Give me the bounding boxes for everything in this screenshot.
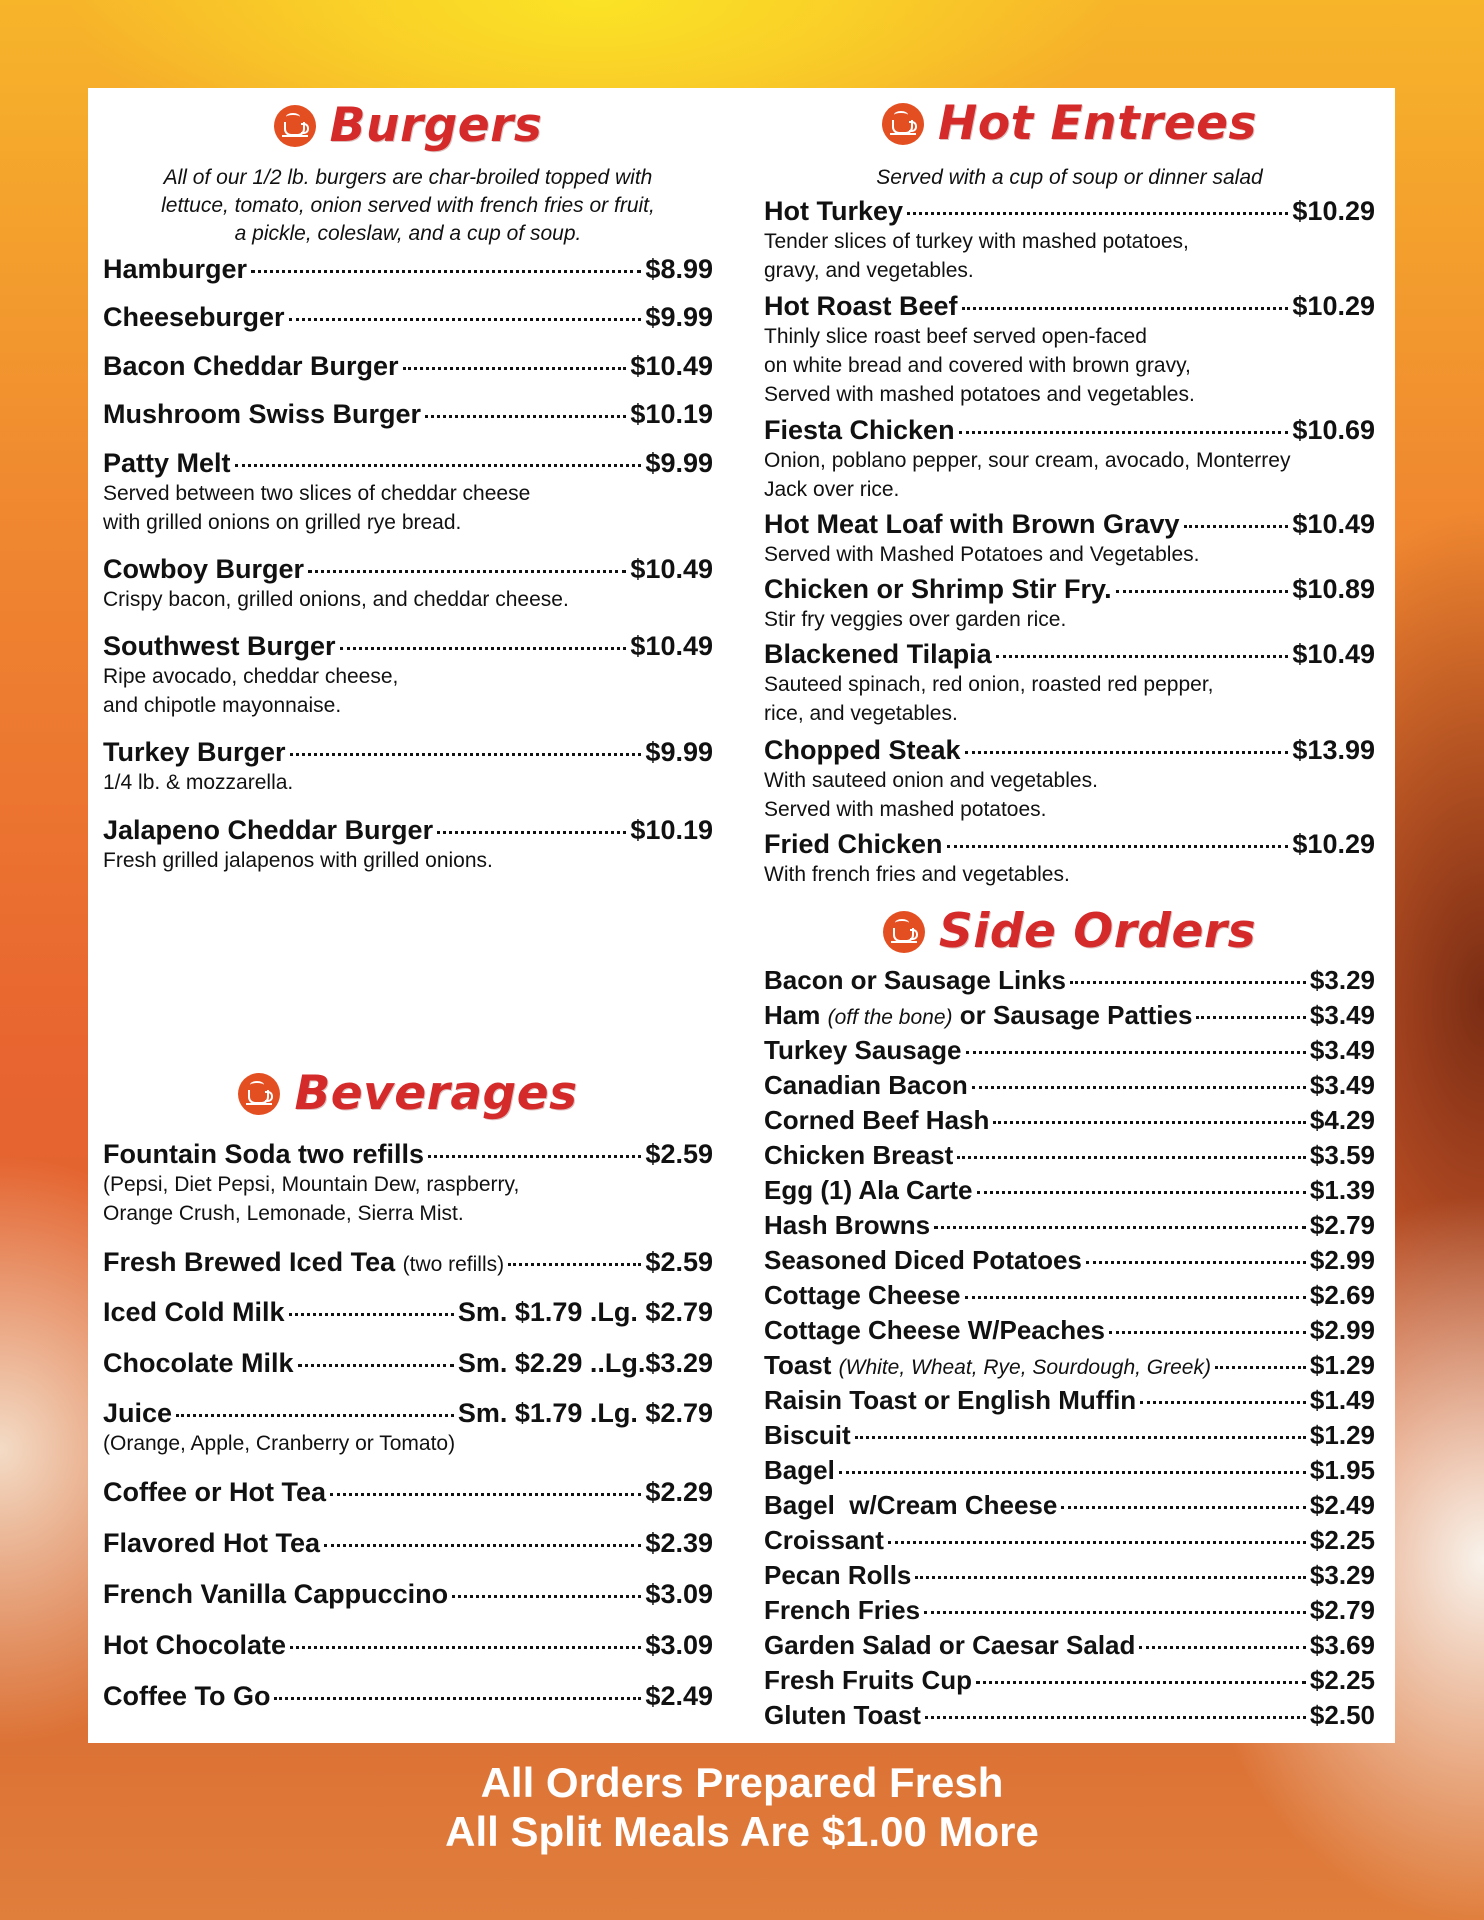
- item-price: $9.99: [645, 448, 713, 478]
- item-description: Served with Mashed Potatoes and Vegetables.: [764, 543, 1200, 566]
- menu-item: [764, 1700, 1375, 1730]
- item-description: (Orange, Apple, Cranberry or Tomato): [103, 1432, 456, 1455]
- item-name: Hot Meat Loaf with Brown Gravy: [764, 509, 1180, 539]
- leader-dots: [1140, 1401, 1306, 1404]
- item-description: (Pepsi, Diet Pepsi, Mountain Dew, raspberry,: [103, 1173, 520, 1196]
- menu-item: [103, 553, 713, 614]
- item-name: Bacon Cheddar Burger: [103, 351, 399, 381]
- item-price: $2.59: [645, 1139, 713, 1169]
- leader-dots: [965, 751, 1289, 754]
- menu-item: [764, 414, 1375, 504]
- menu-item: [764, 1175, 1375, 1205]
- item-price: $10.49: [1292, 639, 1375, 669]
- item-name: Turkey Sausage: [764, 1035, 962, 1065]
- item-price: $3.29: [1309, 1560, 1375, 1590]
- item-description: 1/4 lb. & mozzarella.: [103, 771, 294, 794]
- menu-item: [103, 736, 713, 797]
- menu-item: [764, 1560, 1375, 1590]
- beverages-heading: [103, 1066, 713, 1121]
- leader-dots: [947, 845, 1289, 848]
- menu-item: [764, 1630, 1375, 1660]
- item-description: Served with mashed potatoes.: [764, 798, 1047, 821]
- item-name-text: Ham: [764, 1000, 821, 1030]
- menu-item: [764, 734, 1375, 824]
- menu-item: [764, 1035, 1375, 1065]
- item-name: Garden Salad or Caesar Salad: [764, 1630, 1136, 1660]
- item-description: Fresh grilled jalapenos with grilled onions.: [103, 849, 493, 872]
- item-price: $2.50: [1309, 1700, 1375, 1730]
- leader-dots: [290, 1646, 641, 1649]
- leader-dots: [340, 647, 627, 650]
- leader-dots: [290, 753, 642, 756]
- menu-item: [103, 630, 713, 720]
- leader-dots: [925, 1716, 1306, 1719]
- item-price: $9.99: [645, 302, 713, 332]
- leader-dots: [428, 1155, 641, 1158]
- item-name: Mushroom Swiss Burger: [103, 399, 422, 429]
- item-name: Cottage Cheese W/Peaches: [764, 1315, 1106, 1345]
- item-price: $3.09: [645, 1630, 713, 1660]
- item-name: Flavored Hot Tea: [103, 1528, 321, 1558]
- item-price: $10.69: [1292, 415, 1375, 445]
- leader-dots: [1215, 1366, 1306, 1369]
- footer-line: All Orders Prepared Fresh: [480, 1759, 1004, 1806]
- leader-dots: [1070, 981, 1306, 984]
- hot-entrees-title: Hot Entrees: [938, 96, 1257, 151]
- leader-dots: [996, 655, 1289, 658]
- burgers-intro: [103, 164, 713, 248]
- item-name: Gluten Toast: [764, 1700, 921, 1730]
- item-price: $9.99: [645, 737, 713, 767]
- leader-dots: [934, 1226, 1306, 1229]
- menu-item: [764, 573, 1375, 634]
- leader-dots: [508, 1263, 641, 1266]
- item-name: Hamburger: [103, 254, 248, 284]
- item-name: Cowboy Burger: [103, 554, 305, 584]
- item-name: Hot Turkey: [764, 196, 904, 226]
- item-description: and chipotle mayonnaise.: [103, 694, 342, 717]
- leader-dots: [976, 1681, 1306, 1684]
- leader-dots: [924, 1611, 1306, 1614]
- menu-item: [764, 1595, 1375, 1625]
- item-price: $10.49: [630, 554, 713, 584]
- leader-dots: [957, 1156, 1306, 1159]
- menu-item: [103, 1246, 713, 1281]
- item-description: gravy, and vegetables.: [764, 259, 974, 282]
- coffee-cup-icon: [274, 105, 316, 147]
- leader-dots: [324, 1544, 641, 1547]
- item-name: Juice: [103, 1398, 173, 1428]
- item-price: $2.69: [1309, 1280, 1375, 1310]
- item-name: Chicken Breast: [764, 1140, 954, 1170]
- item-price: $2.59: [645, 1247, 713, 1277]
- item-name: Cottage Cheese: [764, 1280, 961, 1310]
- item-description: Thinly slice roast beef served open-faced: [764, 325, 1147, 348]
- item-name: [764, 1350, 1211, 1383]
- item-name: Raisin Toast or English Muffin: [764, 1385, 1137, 1415]
- menu-item: [103, 1680, 713, 1712]
- menu-item: [764, 1385, 1375, 1415]
- item-price: $2.25: [1309, 1525, 1375, 1555]
- side-orders-heading: [764, 904, 1375, 959]
- item-price: $3.49: [1309, 1035, 1375, 1065]
- menu-item: [764, 195, 1375, 285]
- menu-item: [764, 638, 1375, 728]
- leader-dots: [452, 1595, 641, 1598]
- burgers-title: Burgers: [329, 98, 543, 153]
- item-name: Cheeseburger: [103, 302, 285, 332]
- leader-dots: [289, 1313, 454, 1316]
- menu-item: [764, 508, 1375, 569]
- menu-item: [764, 1525, 1375, 1555]
- menu-item: [103, 447, 713, 537]
- item-name-text: Toast: [764, 1350, 832, 1380]
- item-name: Bagel: [764, 1455, 835, 1485]
- item-note: (two refills): [402, 1253, 505, 1276]
- item-name: Patty Melt: [103, 448, 231, 478]
- item-note: (White, Wheat, Rye, Sourdough, Greek): [838, 1356, 1211, 1379]
- item-name-text: Fresh Brewed Iced Tea: [103, 1247, 396, 1277]
- item-price: $2.49: [645, 1681, 713, 1711]
- menu-item: [764, 1070, 1375, 1100]
- item-price: $10.29: [1292, 829, 1375, 859]
- leader-dots: [437, 831, 626, 834]
- menu-item: [103, 350, 713, 382]
- item-name: Coffee or Hot Tea: [103, 1477, 327, 1507]
- item-name: Croissant: [764, 1525, 884, 1555]
- menu-item: [764, 1245, 1375, 1275]
- item-name: Fiesta Chicken: [764, 415, 955, 445]
- item-price: $3.69: [1309, 1630, 1375, 1660]
- footer-notice: [0, 1758, 1484, 1856]
- intro-line: All of our 1/2 lb. burgers are char-broiled topped with: [163, 166, 653, 189]
- leader-dots: [966, 1051, 1306, 1054]
- leader-dots: [403, 367, 627, 370]
- item-description: Ripe avocado, cheddar cheese,: [103, 665, 399, 688]
- leader-dots: [1061, 1506, 1306, 1509]
- menu-item: [103, 1629, 713, 1661]
- menu-item: [764, 965, 1375, 995]
- menu-item: [103, 1578, 713, 1610]
- side-orders-title: Side Orders: [938, 904, 1257, 959]
- item-price: $10.29: [1292, 291, 1375, 321]
- item-name-suffix: or Sausage Patties: [959, 1000, 1193, 1030]
- leader-dots: [839, 1471, 1306, 1474]
- item-price: $10.89: [1292, 574, 1375, 604]
- item-name: Bagel w/Cream Cheese: [764, 1490, 1058, 1520]
- menu-item: [103, 301, 713, 333]
- item-price: $4.29: [1309, 1105, 1375, 1135]
- item-price: $10.19: [630, 399, 713, 429]
- item-name: Corned Beef Hash: [764, 1105, 990, 1135]
- item-name: Fresh Fruits Cup: [764, 1665, 973, 1695]
- item-price: $3.49: [1309, 1070, 1375, 1100]
- item-name: Chopped Steak: [764, 735, 961, 765]
- leader-dots: [274, 1697, 641, 1700]
- leader-dots: [959, 431, 1289, 434]
- item-name: Biscuit: [764, 1420, 851, 1450]
- item-price: $10.49: [1292, 509, 1375, 539]
- menu-item: [764, 1140, 1375, 1170]
- menu-item: [103, 1347, 713, 1379]
- item-price: $8.99: [645, 254, 713, 284]
- item-description: Crispy bacon, grilled onions, and cheddar cheese.: [103, 588, 569, 611]
- item-price: $10.19: [630, 815, 713, 845]
- item-price: $3.49: [1309, 1000, 1375, 1030]
- item-description: rice, and vegetables.: [764, 702, 958, 725]
- item-price: $10.29: [1292, 196, 1375, 226]
- item-name: Iced Cold Milk: [103, 1297, 285, 1327]
- item-price: $1.49: [1309, 1385, 1375, 1415]
- leader-dots: [977, 1191, 1306, 1194]
- menu-item: [764, 1490, 1375, 1520]
- leader-dots: [251, 270, 641, 273]
- menu-item: [103, 814, 713, 875]
- item-price: $10.49: [630, 351, 713, 381]
- hot-entrees-heading: [764, 96, 1375, 151]
- leader-dots: [425, 415, 626, 418]
- menu-item: [764, 290, 1375, 409]
- footer-line: All Split Meals Are $1.00 More: [445, 1808, 1039, 1855]
- item-name: Southwest Burger: [103, 631, 336, 661]
- item-name: French Fries: [764, 1595, 921, 1625]
- leader-dots: [962, 307, 1289, 310]
- item-price: $2.99: [1309, 1245, 1375, 1275]
- item-price: $2.39: [645, 1528, 713, 1558]
- item-name: Canadian Bacon: [764, 1070, 968, 1100]
- leader-dots: [289, 318, 642, 321]
- item-description: Stir fry veggies over garden rice.: [764, 608, 1067, 631]
- item-description: Tender slices of turkey with mashed potatoes,: [764, 230, 1189, 253]
- item-name: Bacon or Sausage Links: [764, 965, 1066, 995]
- hot-entrees-intro: [764, 164, 1375, 192]
- item-price: Sm. $1.79 .Lg. $2.79: [457, 1297, 713, 1327]
- leader-dots: [907, 212, 1288, 215]
- item-price: $1.95: [1309, 1455, 1375, 1485]
- intro-line: a pickle, coleslaw, and a cup of soup.: [234, 222, 582, 245]
- leader-dots: [993, 1121, 1306, 1124]
- leader-dots: [1109, 1331, 1306, 1334]
- item-price: Sm. $1.79 .Lg. $2.79: [457, 1398, 713, 1428]
- item-description: Served between two slices of cheddar cheese: [103, 482, 531, 505]
- menu-item: [764, 1315, 1375, 1345]
- leader-dots: [1139, 1646, 1306, 1649]
- item-name: Seasoned Diced Potatoes: [764, 1245, 1082, 1275]
- menu-item: [103, 1296, 713, 1328]
- menu-item: [764, 1000, 1375, 1033]
- leader-dots: [855, 1436, 1306, 1439]
- menu-item: [764, 1420, 1375, 1450]
- coffee-cup-icon: [882, 103, 924, 145]
- item-price: $13.99: [1292, 735, 1375, 765]
- item-description: With sauteed onion and vegetables.: [764, 769, 1098, 792]
- item-name: Hot Roast Beef: [764, 291, 958, 321]
- item-price: $2.49: [1309, 1490, 1375, 1520]
- item-description: Onion, poblano pepper, sour cream, avocado, Monterrey: [764, 449, 1291, 472]
- item-name: Fried Chicken: [764, 829, 943, 859]
- coffee-cup-icon: [883, 911, 925, 953]
- item-price: $1.29: [1309, 1420, 1375, 1450]
- item-price: $1.39: [1309, 1175, 1375, 1205]
- menu-item: [103, 1476, 713, 1508]
- item-name: Coffee To Go: [103, 1681, 271, 1711]
- menu-panel: [88, 88, 1395, 1743]
- item-description: with grilled onions on grilled rye bread.: [103, 511, 462, 534]
- menu-item: [103, 1138, 713, 1228]
- item-price: $10.49: [630, 631, 713, 661]
- beverages-title: Beverages: [294, 1066, 578, 1121]
- coffee-cup-icon: [238, 1073, 280, 1115]
- item-name: Chicken or Shrimp Stir Fry.: [764, 574, 1112, 604]
- item-price: $3.59: [1309, 1140, 1375, 1170]
- item-price: $2.79: [1309, 1595, 1375, 1625]
- item-description: Orange Crush, Lemonade, Sierra Mist.: [103, 1202, 464, 1225]
- menu-item: [103, 253, 713, 285]
- item-price: $1.29: [1309, 1350, 1375, 1380]
- item-price: $2.25: [1309, 1665, 1375, 1695]
- item-note: (off the bone): [827, 1006, 953, 1029]
- item-price: $2.79: [1309, 1210, 1375, 1240]
- menu-item: [764, 1105, 1375, 1135]
- item-price: Sm. $2.29 ..Lg.$3.29: [457, 1348, 713, 1378]
- item-description: Served with mashed potatoes and vegetables.: [764, 383, 1195, 406]
- leader-dots: [888, 1541, 1306, 1544]
- item-price: $3.29: [1309, 965, 1375, 995]
- leader-dots: [235, 464, 642, 467]
- item-name: Turkey Burger: [103, 737, 286, 767]
- menu-item: [764, 1350, 1375, 1383]
- item-name: Hot Chocolate: [103, 1630, 287, 1660]
- menu-item: [764, 1455, 1375, 1485]
- leader-dots: [972, 1086, 1306, 1089]
- item-name: Chocolate Milk: [103, 1348, 294, 1378]
- menu-item: [103, 1527, 713, 1559]
- menu-item: [103, 398, 713, 430]
- leader-dots: [1184, 525, 1289, 528]
- burgers-heading: [103, 98, 713, 153]
- item-name: Hash Browns: [764, 1210, 931, 1240]
- item-price: $2.99: [1309, 1315, 1375, 1345]
- menu-item: [764, 828, 1375, 889]
- leader-dots: [308, 570, 626, 573]
- item-description: Jack over rice.: [764, 478, 900, 501]
- leader-dots: [965, 1296, 1306, 1299]
- menu-item: [764, 1210, 1375, 1240]
- item-name: Blackened Tilapia: [764, 639, 992, 669]
- item-name: Jalapeno Cheddar Burger: [103, 815, 434, 845]
- leader-dots: [1196, 1016, 1306, 1019]
- leader-dots: [915, 1576, 1306, 1579]
- leader-dots: [330, 1493, 641, 1496]
- item-name: French Vanilla Cappuccino: [103, 1579, 449, 1609]
- item-description: Sauteed spinach, red onion, roasted red pepper,: [764, 673, 1214, 696]
- item-name: [103, 1246, 504, 1281]
- item-name: [764, 1000, 1192, 1033]
- item-name: Fountain Soda two refills: [103, 1139, 425, 1169]
- intro-line: Served with a cup of soup or dinner salad: [876, 166, 1263, 189]
- leader-dots: [176, 1414, 454, 1417]
- item-description: on white bread and covered with brown gravy,: [764, 354, 1191, 377]
- leader-dots: [1086, 1261, 1306, 1264]
- leader-dots: [298, 1364, 454, 1367]
- menu-item: [764, 1280, 1375, 1310]
- menu-item: [103, 1397, 713, 1458]
- item-name: Pecan Rolls: [764, 1560, 912, 1590]
- item-name: Egg (1) Ala Carte: [764, 1175, 973, 1205]
- menu-item: [764, 1665, 1375, 1695]
- leader-dots: [1116, 590, 1289, 593]
- intro-line: lettuce, tomato, onion served with french fries or fruit,: [161, 194, 655, 217]
- item-description: With french fries and vegetables.: [764, 863, 1070, 886]
- item-price: $3.09: [645, 1579, 713, 1609]
- item-price: $2.29: [645, 1477, 713, 1507]
